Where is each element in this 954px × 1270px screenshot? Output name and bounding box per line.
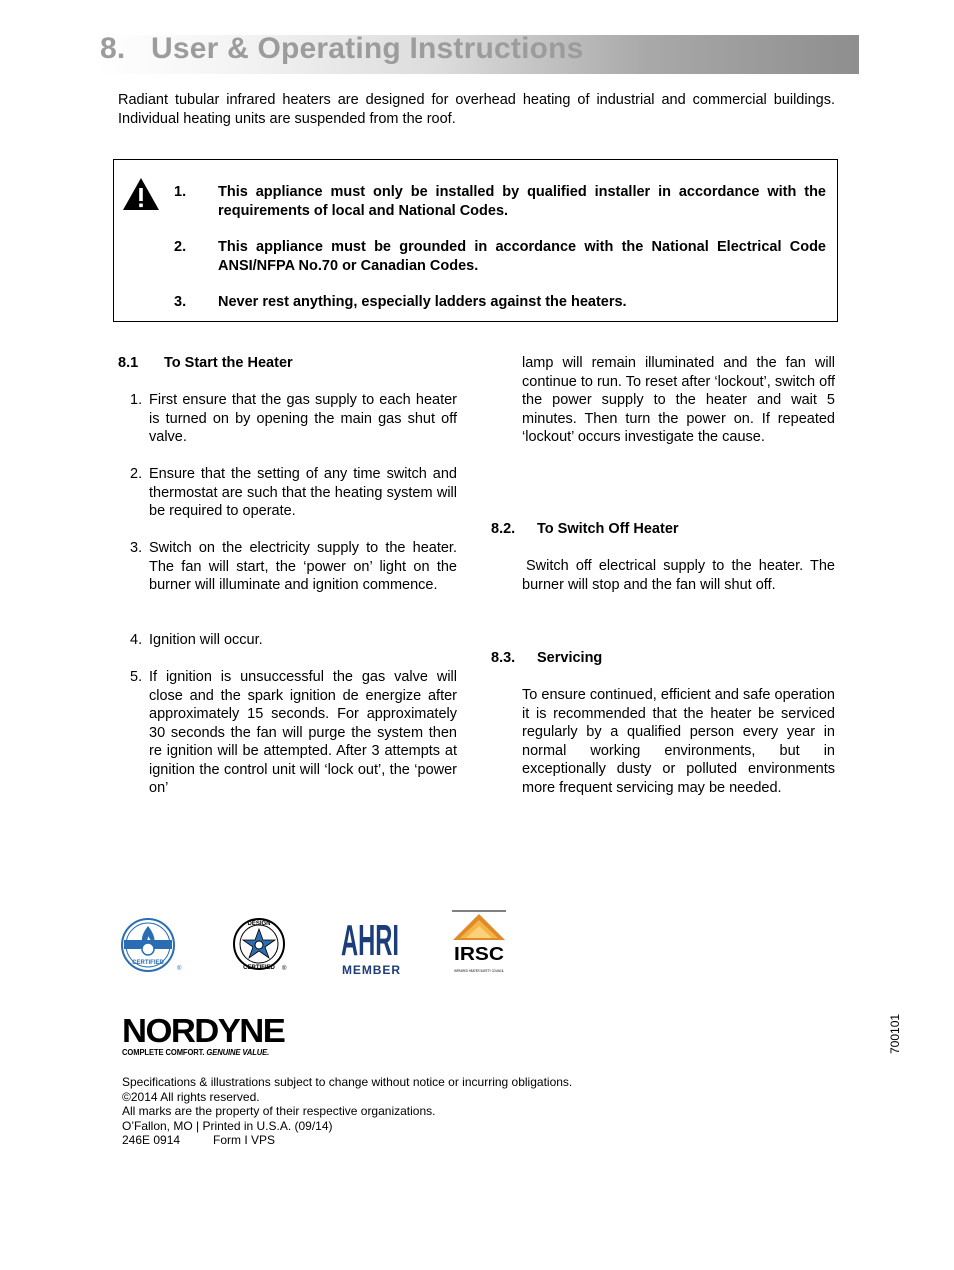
step-number: 2.	[130, 466, 143, 482]
list-item	[130, 631, 457, 650]
brand-name: NORDYNE	[122, 1012, 285, 1049]
section-number: 8.3.	[491, 650, 516, 666]
footer-form: Form I VPS	[213, 1133, 276, 1147]
irsc-logo-text: IRSC	[454, 944, 504, 964]
section-heading-start	[118, 354, 293, 373]
warning-item-number: 3.	[174, 294, 187, 310]
warning-box	[113, 159, 838, 322]
continuation-text: lamp will remain illuminated and the fan will continue to run. To reset after ‘lockout’, switch off the power supply to the heater and wait 5 minutes. Then turn the power on. If repeated ‘lockout’ occurs investigate the cause.	[522, 355, 835, 445]
step-text: Switch on the electricity supply to the heater. The fan will start, the ‘power on’ light on the burner will illuminate and ignition commence.	[149, 540, 457, 593]
section-number: 8.1	[118, 355, 139, 371]
warning-item	[174, 183, 826, 220]
footer-line: O’Fallon, MO | Printed in U.S.A. (09/14)	[122, 1118, 333, 1133]
warning-triangle-icon	[122, 177, 160, 211]
document-code: 700101	[888, 1013, 902, 1054]
footer-line: ©2014 All rights reserved.	[122, 1089, 260, 1104]
ahri-member-text: MEMBER	[342, 963, 400, 977]
warning-item-text: This appliance must be grounded in accordance with the National Electrical Code ANSI/NFPA No.70 or Canadian Codes.	[218, 239, 826, 274]
step-number: 3.	[130, 540, 143, 556]
switch-off-text: Switch off electrical supply to the heater. The burner will stop and the fan will shut off.	[522, 558, 835, 593]
footer-line: Specifications & illustrations subject to change without notice or incurring obligations.	[122, 1075, 573, 1089]
step-number: 5.	[130, 669, 143, 685]
list-item	[130, 465, 457, 521]
warning-item-number: 2.	[174, 239, 187, 255]
step-text: First ensure that the gas supply to each heater is turned on by opening the main gas shut off valve.	[149, 392, 457, 445]
step-text: Ignition will occur.	[149, 632, 263, 648]
intro-paragraph: Radiant tubular infrared heaters are designed for overhead heating of industrial and commercial buildings. Individual heating units are suspended from the roof.	[118, 92, 835, 127]
list-item	[130, 668, 457, 798]
design-certified-bottom-text: CERTIFIED	[243, 965, 275, 971]
section-title: To Start the Heater	[164, 355, 293, 371]
footer-line: All marks are the property of their respective organizations.	[122, 1104, 436, 1118]
section-number: 8.2.	[491, 521, 516, 537]
brand-tagline	[122, 1048, 269, 1057]
step-number: 1.	[130, 392, 143, 408]
svg-text:®: ®	[282, 966, 287, 972]
warning-item	[174, 293, 826, 312]
step-text: Ensure that the setting of any time switch and thermostat are such that the heating system will be required to operate.	[149, 466, 457, 519]
section-title: Servicing	[537, 650, 603, 666]
warning-item	[174, 238, 826, 275]
ahri-logo-text: AHRI	[341, 916, 399, 965]
brand-tagline-b: GENUINE VALUE.	[206, 1048, 270, 1057]
list-item	[130, 539, 457, 595]
csa-certified-logo	[120, 914, 182, 976]
footer-line	[122, 1133, 572, 1148]
footer	[122, 1075, 572, 1148]
ahri-member-logo	[340, 910, 402, 976]
footer-code: 246E 0914	[122, 1133, 181, 1147]
warning-item-text: This appliance must only be installed by qualified installer in accordance with the requirements of local and National Codes.	[218, 184, 826, 219]
section-title: To Switch Off Heater	[537, 521, 679, 537]
irsc-sub-text: INFRARED HEATER SAFETY COUNCIL	[454, 968, 505, 973]
step-text: If ignition is unsuccessful the gas valve will close and the spark ignition de energize after approximately 15 seconds. For approximately 30 seconds the fan will purge the system then re ignition will be attempted. After 3 attempts at ignition the control unit will ‘lock out’, the ‘power on’	[149, 669, 457, 796]
warning-item-text: Never rest anything, especially ladders against the heaters.	[218, 294, 627, 310]
design-certified-logo	[232, 916, 292, 974]
step-number: 4.	[130, 632, 143, 648]
servicing-text: To ensure continued, efficient and safe operation it is recommended that the heater be serviced regularly by a qualified person every year in normal working environments, but in exceptionally dusty or polluted environments more frequent servicing may be needed.	[522, 687, 835, 796]
brand-tagline-a: COMPLETE COMFORT.	[122, 1048, 205, 1057]
design-certified-top-text: DESIGN	[247, 921, 271, 927]
page-title: 8. User & Operating Instructions	[100, 32, 584, 65]
section-heading-switch-off	[491, 520, 679, 539]
irsc-logo	[452, 910, 508, 976]
svg-text:®: ®	[177, 966, 182, 972]
warning-item-number: 1.	[174, 184, 187, 200]
csa-logo-text: CERTIFIED	[132, 960, 164, 966]
list-item	[130, 391, 457, 447]
nordyne-logo	[122, 1012, 285, 1057]
section-heading-servicing	[491, 649, 602, 668]
